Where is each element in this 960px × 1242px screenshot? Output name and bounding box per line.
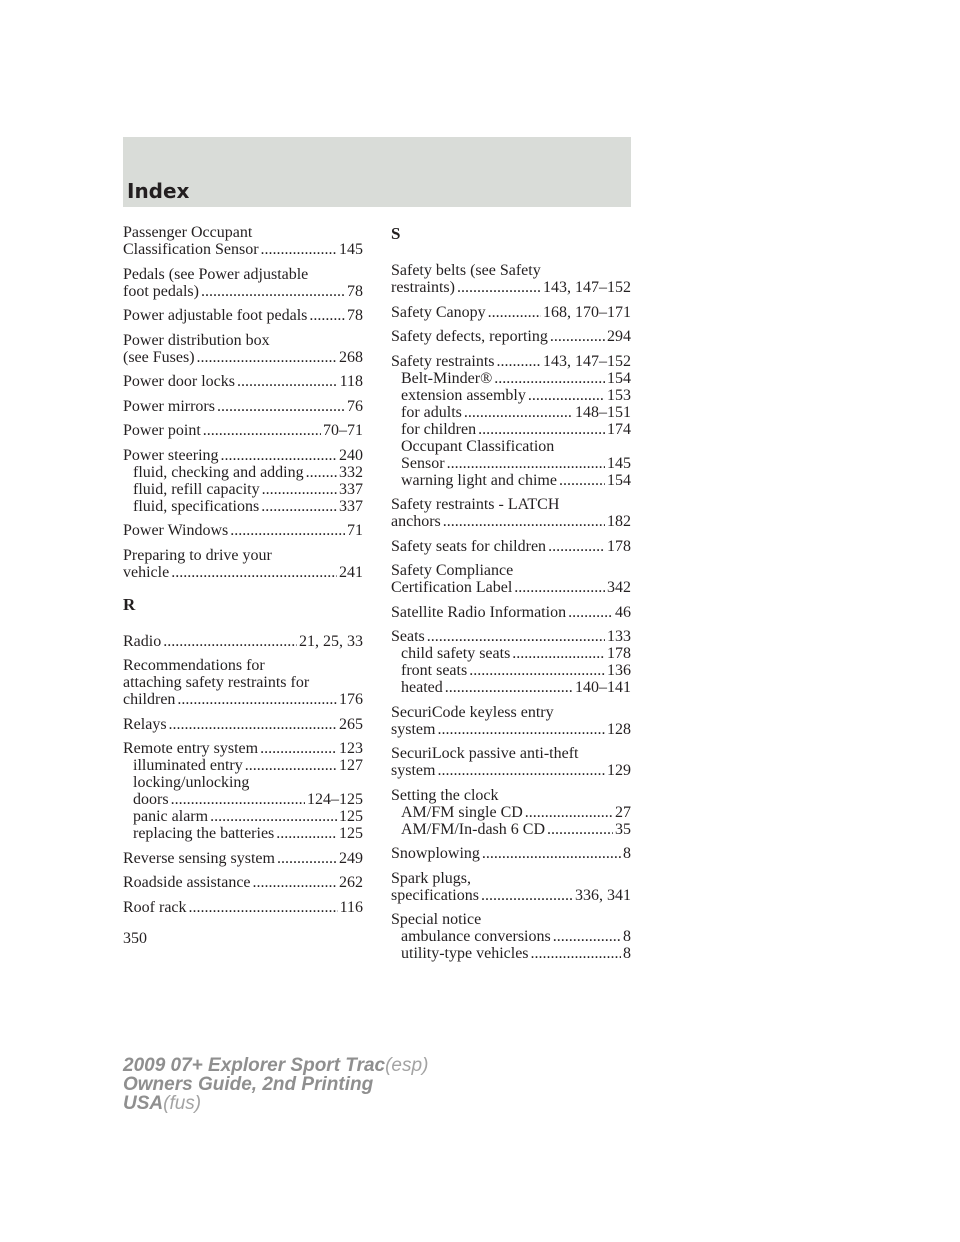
index-entry-line	[391, 762, 631, 779]
index-entry	[391, 628, 631, 696]
index-term: system	[391, 762, 436, 779]
index-term: anchors	[391, 513, 441, 530]
dot-leader	[237, 373, 338, 390]
index-term: ambulance conversions	[401, 928, 551, 945]
index-letter-heading: S	[391, 224, 401, 243]
index-term: specifications	[391, 886, 479, 904]
index-page-ref: 143, 147–152	[543, 352, 631, 370]
index-entry-line	[391, 513, 631, 530]
index-entry	[123, 633, 363, 650]
index-entry	[123, 224, 363, 258]
index-page-ref: 27	[615, 803, 631, 821]
footer-market: USA	[123, 1093, 164, 1114]
index-entry	[123, 740, 363, 842]
index-term: Safety Canopy	[391, 303, 486, 321]
index-entry-line	[123, 850, 363, 867]
index-term: fluid, refill capacity	[133, 480, 260, 498]
index-page-ref: 174	[607, 420, 631, 438]
page-number: 350	[123, 930, 147, 947]
index-term: replacing the batteries	[133, 825, 275, 842]
index-term: Belt-Minder®	[401, 369, 493, 387]
index-subentry-line	[391, 421, 631, 438]
dot-leader	[559, 472, 605, 489]
index-page-ref: 241	[339, 563, 363, 581]
index-entry	[123, 874, 363, 891]
index-subentry-line	[391, 945, 631, 962]
index-entry	[391, 704, 631, 738]
index-page-ref: 240	[339, 446, 363, 464]
dot-leader	[528, 387, 605, 404]
dot-leader	[276, 825, 337, 842]
index-page-ref: 143, 147–152	[543, 279, 631, 296]
index-page-ref: 133	[607, 628, 631, 645]
index-entry-line	[123, 874, 363, 891]
index-term: Snowplowing	[391, 845, 480, 862]
index-term: Relays	[123, 715, 167, 733]
index-entry-line	[123, 307, 363, 324]
index-entry-line	[391, 353, 631, 370]
index-term: foot pedals)	[123, 282, 199, 300]
index-page-ref: 78	[347, 282, 363, 300]
index-page-ref: 127	[339, 757, 363, 774]
index-entry-line	[391, 604, 631, 621]
index-term: locking/unlocking	[133, 774, 250, 791]
index-entry-line	[391, 721, 631, 738]
dot-leader	[548, 538, 605, 555]
index-entry-line	[123, 332, 363, 349]
dot-leader	[221, 447, 337, 464]
footer-line-3	[123, 1094, 428, 1113]
dot-leader	[262, 481, 337, 498]
dot-leader	[469, 662, 605, 679]
index-entry-line	[391, 704, 631, 721]
index-page-ref: 124–125	[307, 791, 363, 808]
index-entry	[391, 262, 631, 296]
index-entry-line	[391, 304, 631, 321]
index-entry	[391, 496, 631, 530]
index-page-ref: 153	[607, 386, 631, 404]
dot-leader	[553, 928, 621, 945]
footer-line-2	[123, 1075, 428, 1094]
index-entry-line	[391, 911, 631, 928]
index-term: AM/FM single CD	[401, 803, 523, 821]
dot-leader	[203, 422, 321, 439]
index-page-ref: 294	[607, 328, 631, 345]
dot-leader	[457, 279, 541, 296]
index-page-ref: 125	[339, 808, 363, 825]
index-page-ref: 154	[607, 369, 631, 387]
index-page-ref: 178	[607, 645, 631, 662]
index-entry-line	[391, 279, 631, 296]
index-page-ref: 182	[607, 513, 631, 530]
index-page-ref: 262	[339, 874, 363, 891]
index-entry-line	[123, 373, 363, 390]
index-term: Reverse sensing system	[123, 849, 275, 867]
index-term: Certification Label	[391, 579, 513, 596]
index-page-ref: 116	[339, 898, 363, 916]
dot-leader	[482, 845, 621, 862]
dot-leader	[189, 899, 338, 916]
index-page-ref: 128	[607, 720, 631, 738]
index-subentry-line	[123, 808, 363, 825]
index-term: Radio	[123, 632, 162, 650]
index-page-ref: 337	[339, 497, 363, 515]
dot-leader	[260, 740, 337, 757]
index-entry-line	[123, 398, 363, 415]
index-entry-line	[123, 674, 363, 691]
index-page-ref: 268	[339, 348, 363, 366]
dot-leader	[497, 353, 541, 370]
index-term: front seats	[401, 662, 468, 679]
index-entry	[391, 745, 631, 779]
index-column-right	[391, 224, 631, 970]
dot-leader	[550, 328, 605, 345]
dot-leader	[531, 945, 621, 962]
index-entry-line	[123, 564, 363, 581]
index-subentry-line	[123, 757, 363, 774]
index-entry	[123, 398, 363, 415]
index-page-ref: 168, 170–171	[543, 303, 631, 321]
index-entry-line	[391, 328, 631, 345]
index-term: Spark plugs,	[391, 869, 471, 887]
index-term: Safety restraints	[391, 352, 495, 370]
index-term: Seats	[391, 628, 425, 645]
index-entry	[123, 850, 363, 867]
index-entry-line	[123, 691, 363, 708]
index-entry-line	[123, 241, 363, 258]
dot-leader	[171, 564, 337, 581]
index-page-ref: 145	[607, 454, 631, 472]
index-entry-line	[123, 522, 363, 539]
index-term: extension assembly	[401, 386, 526, 404]
index-page-ref: 332	[339, 463, 363, 481]
index-term: Occupant Classification	[401, 437, 555, 455]
index-entry	[123, 266, 363, 300]
dot-leader	[210, 808, 337, 825]
dot-leader	[177, 691, 337, 708]
dot-leader	[447, 455, 605, 472]
index-term: Pedals (see Power adjustable	[123, 265, 309, 283]
index-page-ref: 8	[623, 945, 631, 962]
index-term: Satellite Radio Information	[391, 603, 567, 621]
index-column-left	[123, 224, 363, 923]
index-page-ref: 35	[615, 820, 631, 838]
index-page-ref: 136	[607, 662, 631, 679]
dot-leader	[437, 721, 605, 738]
index-entry	[391, 604, 631, 621]
index-entry-line	[123, 547, 363, 564]
index-entry-line	[391, 496, 631, 513]
footer-model-code: (esp)	[385, 1055, 429, 1076]
index-subentry-line	[391, 804, 631, 821]
index-page-ref: 21, 25, 33	[299, 632, 363, 650]
index-letter-heading: R	[123, 594, 136, 614]
index-page-ref: 176	[339, 691, 363, 708]
index-subentry-line	[391, 387, 631, 404]
index-page-ref: 70–71	[323, 422, 363, 439]
index-term: Power mirrors	[123, 397, 215, 415]
document-footer	[123, 1056, 428, 1113]
index-entry-line	[391, 579, 631, 596]
index-term: Power adjustable foot pedals	[123, 307, 308, 324]
index-term: heated	[401, 679, 443, 696]
dot-leader	[481, 887, 573, 904]
index-term: doors	[133, 791, 169, 808]
dot-leader	[478, 421, 605, 438]
index-entry	[123, 332, 363, 366]
index-page-ref: 148–151	[575, 403, 631, 421]
index-entry	[123, 373, 363, 390]
index-term: AM/FM/In-dash 6 CD	[401, 820, 546, 838]
index-subentry-line	[391, 472, 631, 489]
index-subentry-line	[123, 791, 363, 808]
index-page-ref: 336, 341	[575, 886, 631, 904]
index-entry	[391, 538, 631, 555]
index-entry	[391, 787, 631, 838]
dot-leader	[245, 757, 337, 774]
footer-model: 2009 07+ Explorer Sport Trac	[123, 1055, 386, 1076]
index-subentry-line	[391, 455, 631, 472]
index-term: Roof rack	[123, 898, 187, 916]
index-page-ref: 337	[339, 480, 363, 498]
dot-leader	[443, 513, 605, 530]
index-entry	[123, 447, 363, 515]
index-entry	[123, 899, 363, 916]
index-entry	[391, 870, 631, 904]
index-term: Power Windows	[123, 522, 229, 539]
index-entry	[123, 307, 363, 324]
index-term: Safety seats for children	[391, 537, 547, 555]
index-term: for children	[401, 420, 477, 438]
dot-leader	[309, 307, 345, 324]
index-subentry-line	[391, 821, 631, 838]
index-term: restraints)	[391, 279, 455, 296]
index-entry-line	[123, 224, 363, 241]
index-term: illuminated entry	[133, 757, 243, 774]
index-page-ref: 78	[347, 307, 363, 324]
index-entry	[123, 547, 363, 581]
index-entry	[391, 304, 631, 321]
index-subentry-line	[123, 498, 363, 515]
index-page-ref: 129	[607, 762, 631, 779]
index-term: children	[123, 691, 176, 708]
index-entry-line	[391, 787, 631, 804]
index-subentry-line	[123, 481, 363, 498]
index-page-ref: 145	[339, 241, 363, 258]
index-entry-line	[391, 887, 631, 904]
index-entry	[123, 522, 363, 539]
index-entry-line	[123, 633, 363, 650]
index-subentry-line	[391, 404, 631, 421]
index-entry-line	[391, 745, 631, 762]
index-term: utility-type vehicles	[401, 945, 529, 962]
index-term: SecuriCode keyless entry	[391, 703, 554, 721]
dot-leader	[488, 304, 541, 321]
index-page-ref: 265	[339, 715, 363, 733]
index-term: Preparing to drive your	[123, 546, 272, 564]
dot-leader	[261, 241, 337, 258]
index-term: child safety seats	[401, 645, 511, 662]
dot-leader	[261, 498, 337, 515]
dot-leader	[277, 850, 337, 867]
dot-leader	[201, 283, 345, 300]
index-term: (see Fuses)	[123, 348, 195, 366]
index-entry	[391, 845, 631, 862]
index-entry-line	[123, 349, 363, 366]
index-term: for adults	[401, 403, 462, 421]
index-page-ref: 178	[607, 537, 631, 555]
dot-leader	[568, 604, 613, 621]
dot-leader	[230, 522, 345, 539]
index-term: Setting the clock	[391, 786, 499, 804]
index-entry-line	[123, 422, 363, 439]
dot-leader	[163, 633, 297, 650]
index-subentry-line	[391, 438, 631, 455]
index-page-ref: 123	[339, 740, 363, 757]
index-entry-line	[123, 716, 363, 733]
index-page-ref: 46	[615, 603, 631, 621]
index-term: Classification Sensor	[123, 241, 259, 258]
index-subentry-line	[123, 774, 363, 791]
index-entry	[123, 422, 363, 439]
section-title: Index	[127, 179, 190, 203]
index-term: Remote entry system	[123, 740, 259, 757]
dot-leader	[512, 645, 605, 662]
index-term: warning light and chime	[401, 471, 557, 489]
index-entry	[123, 716, 363, 733]
index-entry-line	[391, 562, 631, 579]
dot-leader	[464, 404, 573, 421]
footer-line-1	[123, 1056, 428, 1075]
index-term: Power distribution box	[123, 331, 270, 349]
index-entry	[391, 328, 631, 345]
index-term: Recommendations for	[123, 657, 265, 674]
index-term: vehicle	[123, 563, 170, 581]
index-entry	[123, 657, 363, 708]
index-term: Power door locks	[123, 373, 235, 390]
index-subentry-line	[391, 679, 631, 696]
dot-leader	[171, 791, 305, 808]
dot-leader	[217, 398, 345, 415]
index-entry-line	[391, 538, 631, 555]
index-entry-line	[123, 447, 363, 464]
index-page-ref: 8	[623, 928, 631, 945]
index-entry-line	[123, 266, 363, 283]
index-page-ref: 249	[339, 849, 363, 867]
index-entry-line	[391, 845, 631, 862]
dot-leader	[427, 628, 605, 645]
index-term: fluid, checking and adding	[133, 463, 304, 481]
index-entry	[391, 562, 631, 596]
index-term: panic alarm	[133, 808, 209, 825]
index-term: fluid, specifications	[133, 497, 260, 515]
index-page-ref: 125	[339, 825, 363, 842]
index-page-ref: 118	[339, 373, 363, 390]
index-subentry-line	[123, 825, 363, 842]
index-subentry-line	[391, 928, 631, 945]
index-subentry-line	[391, 645, 631, 662]
dot-leader	[169, 716, 337, 733]
section-header	[123, 137, 631, 207]
index-subentry-line	[391, 662, 631, 679]
index-page-ref: 76	[347, 397, 363, 415]
index-entry-line	[123, 283, 363, 300]
index-term: Sensor	[401, 454, 445, 472]
index-entry	[391, 911, 631, 962]
dot-leader	[437, 762, 605, 779]
dot-leader	[547, 821, 613, 838]
index-page-ref: 140–141	[575, 679, 631, 696]
index-page-ref: 154	[607, 471, 631, 489]
index-term: system	[391, 720, 436, 738]
index-entry	[391, 353, 631, 489]
index-term: Safety restraints - LATCH	[391, 496, 560, 513]
index-term: Roadside assistance	[123, 874, 251, 891]
index-entry-line	[123, 740, 363, 757]
index-subentry-line	[391, 370, 631, 387]
index-entry-line	[123, 657, 363, 674]
dot-leader	[445, 679, 573, 696]
index-page-ref: 8	[623, 845, 631, 862]
index-page-ref: 71	[347, 522, 363, 539]
index-term: Passenger Occupant	[123, 224, 253, 241]
footer-market-code: (fus)	[163, 1093, 202, 1114]
dot-leader	[197, 349, 337, 366]
index-entry-line	[123, 899, 363, 916]
dot-leader	[525, 804, 613, 821]
dot-leader	[514, 579, 605, 596]
index-term: Safety belts (see Safety	[391, 262, 541, 279]
index-subentry-line	[123, 464, 363, 481]
dot-leader	[306, 464, 337, 481]
dot-leader	[494, 370, 605, 387]
dot-leader	[253, 874, 337, 891]
index-term: SecuriLock passive anti-theft	[391, 745, 579, 762]
index-entry-line	[391, 628, 631, 645]
index-term: Safety Compliance	[391, 562, 514, 579]
index-term: Special notice	[391, 911, 482, 928]
index-term: Power steering	[123, 446, 219, 464]
index-entry-line	[391, 262, 631, 279]
footer-edition: Owners Guide, 2nd Printing	[123, 1074, 374, 1095]
index-entry-line	[391, 870, 631, 887]
index-term: Safety defects, reporting	[391, 328, 548, 345]
index-term: attaching safety restraints for	[123, 674, 310, 691]
index-page-ref: 342	[607, 579, 631, 596]
index-term: Power point	[123, 422, 201, 439]
